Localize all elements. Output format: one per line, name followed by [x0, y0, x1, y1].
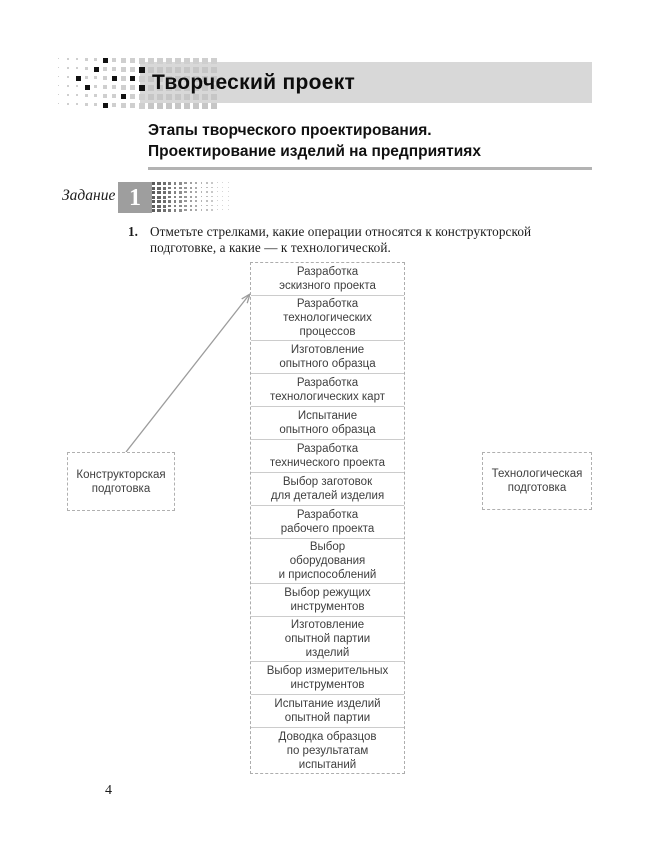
halftone-square	[228, 187, 229, 188]
halftone-square	[184, 209, 186, 211]
operation-box-line: Изготовление	[290, 344, 365, 356]
operation-box-line: технологических карт	[269, 391, 385, 403]
halftone-square	[222, 182, 223, 183]
halftone-square	[58, 67, 59, 68]
halftone-square	[94, 76, 97, 79]
halftone-square	[179, 187, 182, 190]
halftone-square	[94, 58, 97, 61]
halftone-square	[58, 85, 59, 86]
halftone-square	[211, 103, 217, 109]
halftone-square	[163, 200, 166, 203]
halftone-square	[152, 196, 155, 199]
halftone-square	[228, 200, 229, 201]
task-number: 1	[129, 184, 141, 211]
halftone-square	[157, 191, 160, 194]
halftone-square	[103, 94, 107, 98]
operation-box-line: по результатам	[286, 744, 369, 757]
halftone-square	[195, 191, 197, 193]
halftone-square	[179, 205, 182, 208]
halftone-square	[195, 196, 197, 198]
halftone-square	[121, 58, 126, 63]
halftone-square	[174, 182, 177, 185]
halftone-square	[168, 187, 171, 190]
halftone-square	[67, 67, 69, 69]
category-box-technology-line2: подготовка	[507, 482, 567, 494]
halftone-square	[103, 103, 108, 108]
operation-box-line: Выбор	[309, 541, 346, 553]
halftone-square	[103, 76, 107, 80]
task-item-number: 1.	[128, 224, 138, 239]
halftone-square	[217, 200, 218, 201]
halftone-square	[152, 209, 155, 212]
halftone-square	[112, 67, 116, 71]
halftone-square	[130, 85, 135, 90]
halftone-square	[139, 85, 145, 91]
halftone-square	[157, 200, 160, 203]
halftone-square	[228, 205, 229, 206]
halftone-square	[163, 209, 166, 212]
section-title	[148, 120, 481, 162]
halftone-square	[184, 103, 190, 109]
halftone-square	[175, 58, 181, 64]
halftone-square	[139, 94, 145, 100]
halftone-square	[206, 205, 208, 207]
halftone-square	[67, 85, 69, 87]
operation-box-line: Выбор измерительных	[266, 665, 389, 677]
halftone-square	[139, 103, 145, 109]
halftone-square	[152, 205, 155, 208]
operations-column	[250, 262, 405, 774]
task-label: Задание	[62, 187, 116, 204]
operation-box	[251, 662, 404, 695]
halftone-square	[166, 58, 172, 64]
halftone-square	[67, 103, 69, 105]
halftone-square	[179, 191, 182, 194]
halftone-square	[175, 103, 181, 109]
halftone-square	[217, 209, 218, 210]
halftone-square	[152, 182, 155, 185]
halftone-square	[190, 182, 192, 184]
halftone-square	[130, 67, 135, 72]
halftone-square	[211, 191, 213, 193]
operation-box-line: для деталей изделия	[270, 490, 385, 502]
halftone-square	[206, 209, 208, 211]
halftone-square	[130, 103, 135, 108]
halftone-square	[217, 182, 218, 183]
halftone-square	[85, 103, 88, 106]
halftone-square	[67, 58, 69, 60]
halftone-square	[130, 94, 135, 99]
halftone-square	[211, 200, 213, 202]
halftone-square	[85, 94, 88, 97]
section-title-rule	[148, 167, 592, 170]
halftone-square	[94, 94, 97, 97]
halftone-square	[228, 209, 229, 210]
halftone-square	[184, 200, 186, 202]
halftone-square	[139, 76, 145, 82]
halftone-square	[184, 182, 186, 184]
halftone-square	[157, 209, 160, 212]
halftone-square	[201, 196, 203, 198]
halftone-square	[168, 209, 171, 212]
halftone-square	[121, 94, 126, 99]
operation-box-line: опытного образца	[279, 424, 376, 436]
halftone-square	[190, 205, 192, 207]
halftone-square	[103, 58, 108, 63]
category-box-technology	[482, 452, 592, 510]
halftone-square	[179, 182, 182, 185]
operation-box	[251, 263, 404, 296]
halftone-square	[152, 187, 155, 190]
halftone-square	[103, 85, 107, 89]
halftone-square	[76, 67, 78, 69]
halftone-square	[179, 209, 182, 212]
operation-box-line: Разработка	[296, 509, 359, 521]
halftone-square	[190, 191, 192, 193]
halftone-square	[121, 103, 126, 108]
halftone-square	[157, 103, 163, 109]
operation-box	[251, 374, 404, 407]
halftone-square	[217, 191, 218, 192]
halftone-square	[190, 196, 192, 198]
operation-box	[251, 539, 404, 584]
halftone-square	[217, 187, 218, 188]
operation-box	[251, 617, 404, 662]
halftone-square	[85, 85, 90, 90]
halftone-square	[201, 209, 203, 211]
halftone-square	[166, 103, 172, 109]
halftone-square	[121, 67, 126, 72]
halftone-square	[211, 209, 213, 211]
task-item-text: Отметьте стрелками, какие операции относятся к конструкторской подготовке, а какие — к технологической.	[150, 224, 532, 255]
halftone-square	[76, 76, 81, 81]
halftone-square	[184, 205, 186, 207]
halftone-square	[67, 76, 69, 78]
halftone-square	[193, 58, 199, 64]
halftone-square	[217, 205, 218, 206]
operation-box-line: опытной партии	[284, 633, 371, 645]
halftone-square	[112, 76, 117, 81]
halftone-square	[174, 205, 177, 208]
operation-box-line: и приспособлений	[278, 569, 377, 581]
halftone-square	[211, 182, 213, 184]
halftone-square	[85, 76, 88, 79]
halftone-square	[130, 76, 135, 81]
halftone-square	[206, 182, 208, 184]
operation-box-line: процессов	[299, 326, 356, 338]
halftone-square	[85, 67, 88, 70]
halftone-square	[85, 58, 88, 61]
halftone-square	[76, 58, 78, 60]
halftone-square	[195, 187, 197, 189]
operation-box-line: инструментов	[290, 601, 365, 613]
operation-box-line: оборудования	[289, 555, 366, 567]
halftone-square	[139, 67, 145, 73]
operation-box-line: Разработка	[296, 443, 359, 455]
operation-box-line: изделий	[305, 647, 350, 659]
halftone-square	[168, 191, 171, 194]
halftone-square	[103, 67, 107, 71]
halftone-square	[184, 196, 186, 198]
halftone-square	[201, 191, 203, 193]
halftone-square	[58, 94, 59, 95]
halftone-square	[222, 196, 223, 197]
operation-box	[251, 407, 404, 440]
halftone-square	[228, 191, 229, 192]
halftone-square	[168, 182, 171, 185]
category-box-design-line1: Конструкторская	[76, 468, 166, 481]
halftone-square	[157, 187, 160, 190]
answer-arrow	[110, 280, 270, 465]
halftone-square	[202, 58, 208, 64]
halftone-square	[211, 187, 213, 189]
halftone-square	[112, 94, 116, 98]
operation-box	[251, 584, 404, 617]
operation-box-line: Разработка	[296, 298, 359, 310]
halftone-square	[76, 85, 78, 87]
operation-box-line: Испытание изделий	[274, 698, 381, 710]
halftone-square	[211, 205, 213, 207]
halftone-square	[58, 76, 59, 77]
category-box-technology-line1: Технологическая	[491, 468, 583, 480]
halftone-square	[217, 196, 218, 197]
halftone-square	[163, 205, 166, 208]
halftone-square	[206, 191, 208, 193]
halftone-square	[174, 187, 177, 190]
halftone-square	[222, 209, 223, 210]
halftone-square	[121, 85, 126, 90]
halftone-square	[168, 196, 171, 199]
page-number: 4	[105, 783, 112, 798]
halftone-square	[201, 205, 203, 207]
category-box-design-line2: подготовка	[91, 482, 151, 495]
halftone-square	[152, 191, 155, 194]
halftone-square	[112, 85, 116, 89]
halftone-square	[184, 187, 186, 189]
halftone-square	[76, 94, 78, 96]
halftone-square	[157, 182, 160, 185]
halftone-square	[222, 191, 223, 192]
operation-box	[251, 728, 404, 773]
operation-box-line: Разработка	[296, 377, 359, 389]
halftone-square	[163, 182, 166, 185]
halftone-square	[228, 182, 229, 183]
halftone-square	[157, 205, 160, 208]
halftone-square	[195, 200, 197, 202]
halftone-square	[58, 58, 59, 59]
halftone-square	[179, 196, 182, 199]
halftone-square	[193, 103, 199, 109]
halftone-square	[67, 94, 69, 96]
operation-box-line: технического проекта	[269, 457, 386, 469]
operation-box-line: Разработка	[296, 266, 359, 278]
halftone-square	[206, 200, 208, 202]
halftone-square	[174, 200, 177, 203]
halftone-square	[168, 205, 171, 208]
halftone-square	[202, 103, 208, 109]
halftone-square	[157, 58, 163, 64]
operation-box	[251, 695, 404, 728]
operation-box-line: рабочего проекта	[280, 523, 375, 535]
halftone-square	[195, 209, 197, 211]
halftone-square	[206, 196, 208, 198]
halftone-square	[222, 200, 223, 201]
operation-box	[251, 296, 404, 341]
operation-box-line: Выбор режущих	[284, 587, 371, 599]
halftone-square	[222, 187, 223, 188]
halftone-square	[222, 205, 223, 206]
halftone-square	[190, 187, 192, 189]
halftone-square	[112, 103, 116, 107]
operation-box-line: Доводка образцов	[278, 730, 377, 743]
halftone-square	[139, 58, 145, 64]
halftone-square	[174, 196, 177, 199]
halftone-square	[112, 58, 116, 62]
halftone-square	[201, 187, 203, 189]
halftone-square	[190, 200, 192, 202]
task-instruction	[128, 224, 598, 256]
halftone-square	[201, 182, 203, 184]
halftone-square	[157, 196, 160, 199]
section-title-line2: Проектирование изделий на предприятиях	[148, 143, 481, 160]
halftone-square	[152, 200, 155, 203]
operation-box-line: испытаний	[298, 758, 357, 771]
halftone-square	[184, 58, 190, 64]
operation-box-line: Выбор заготовок	[282, 476, 373, 488]
halftone-square	[94, 67, 99, 72]
chapter-title: Творческий проект	[152, 71, 356, 94]
operation-box	[251, 506, 404, 539]
halftone-square	[211, 196, 213, 198]
halftone-square	[174, 191, 177, 194]
halftone-square	[195, 205, 197, 207]
section-title-line1: Этапы творческого проектирования.	[148, 122, 432, 139]
halftone-square	[184, 191, 186, 193]
task-number-badge	[118, 182, 152, 213]
operation-box-line: технологических	[283, 312, 372, 324]
halftone-square	[163, 187, 166, 190]
halftone-square	[163, 196, 166, 199]
operation-box-line: инструментов	[290, 679, 365, 691]
halftone-square	[130, 58, 135, 63]
operation-box-line: опытной партии	[284, 712, 371, 724]
halftone-square	[121, 76, 126, 81]
halftone-square	[195, 182, 197, 184]
operation-box-line: опытного образца	[279, 358, 376, 370]
halftone-square	[148, 103, 154, 109]
halftone-square	[206, 187, 208, 189]
halftone-square	[201, 200, 203, 202]
halftone-square	[163, 191, 166, 194]
halftone-square	[76, 103, 78, 105]
operation-box	[251, 341, 404, 374]
halftone-square	[179, 200, 182, 203]
operation-box	[251, 473, 404, 506]
operation-box-line: Изготовление	[290, 619, 365, 631]
operation-box-line: Испытание	[297, 410, 358, 422]
halftone-square	[174, 209, 177, 212]
halftone-square	[228, 196, 229, 197]
operation-box	[251, 440, 404, 473]
halftone-square	[148, 58, 154, 64]
operation-box-line: эскизного проекта	[279, 280, 376, 292]
category-box-design	[67, 452, 175, 511]
halftone-square	[211, 58, 217, 64]
halftone-square	[190, 209, 192, 211]
halftone-square	[58, 103, 59, 104]
halftone-square	[168, 200, 171, 203]
halftone-square	[94, 85, 97, 88]
halftone-square	[94, 103, 97, 106]
